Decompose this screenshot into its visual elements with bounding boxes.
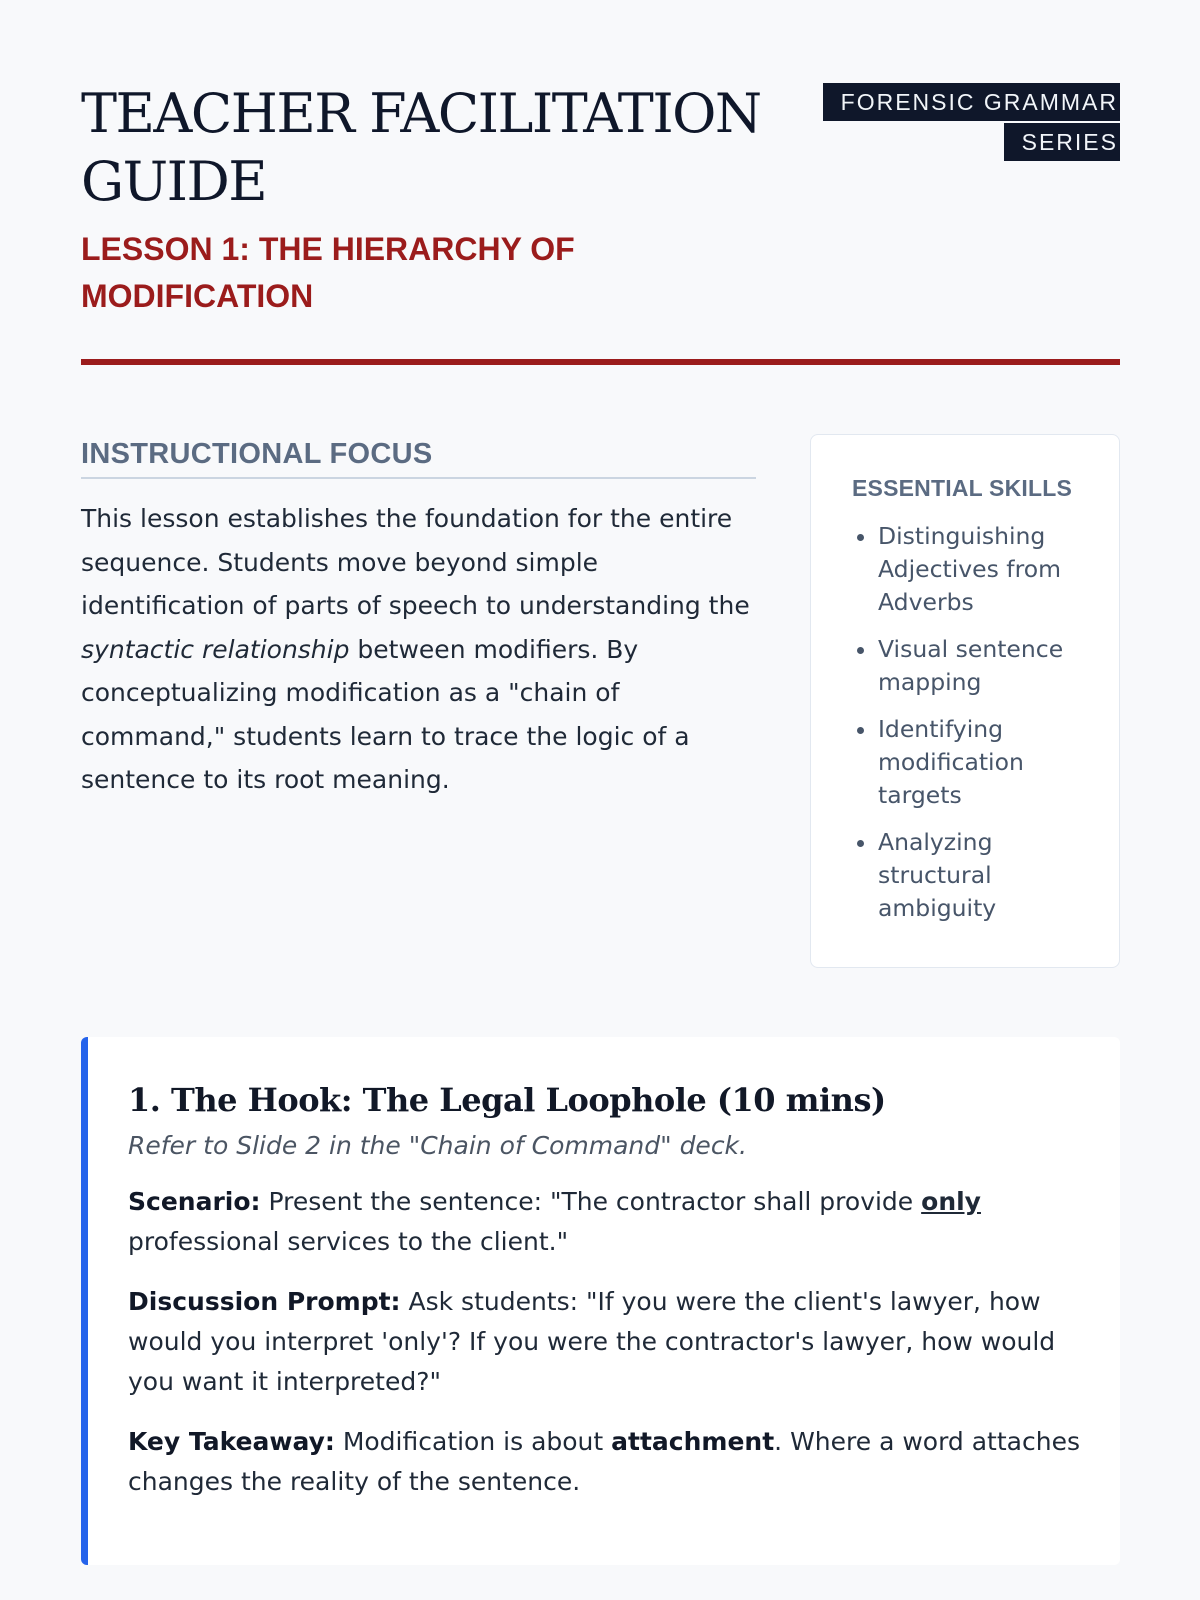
header-divider — [81, 359, 1120, 365]
slide-reference: Refer to Slide 2 in the "Chain of Command" deck. — [128, 1131, 747, 1160]
scenario-text-post: professional services to the client." — [128, 1227, 569, 1256]
instructional-focus-text — [81, 497, 756, 802]
key-takeaway-paragraph — [128, 1422, 1080, 1502]
lesson-title: LESSON 1: THE HIERARCHY OF MODIFICATION — [81, 231, 575, 314]
discussion-prompt-text: Ask students: "If you were the client's lawyer, how would you interpret 'only'? If you were the contractor's lawyer, how would you want it interpreted?" — [128, 1287, 1056, 1396]
essential-skills-card — [810, 434, 1120, 968]
essential-skills-list — [852, 520, 1089, 925]
guide-page — [81, 0, 1120, 1496]
focus-text-part-1: This lesson establishes the foundation for the entire sequence. Students move beyond simple identification of parts of speech to understanding the — [81, 504, 750, 620]
key-takeaway-text-pre: Modification is about — [334, 1427, 612, 1456]
skill-item: • Analyzing structural ambiguity — [878, 826, 1089, 925]
essential-skills-heading: ESSENTIAL SKILLS — [852, 475, 1073, 501]
page-title: TEACHER FACILITATION GUIDE — [81, 82, 761, 213]
key-takeaway-label: Key Takeaway: — [128, 1427, 335, 1456]
focus-text-emphasis: syntactic relationship — [81, 634, 350, 664]
discussion-prompt-label: Discussion Prompt: — [128, 1287, 401, 1316]
skill-item: • Visual sentence mapping — [878, 633, 1089, 699]
discussion-prompt-paragraph — [128, 1282, 1080, 1402]
series-badge — [820, 82, 1120, 162]
key-takeaway-text-post: . Where a word attaches changes the reality of the sentence. — [128, 1427, 1080, 1496]
scenario-emphasis: only — [921, 1187, 981, 1216]
instructional-focus-section — [81, 438, 756, 802]
scenario-paragraph — [128, 1182, 1080, 1262]
skill-item: • Distinguishing Adjectives from Adverbs — [878, 520, 1089, 619]
focus-text-part-2: between modifiers. By conceptualizing modification as a "chain of command," students learn to trace the logic of a sentence to its root meaning. — [81, 634, 690, 794]
scenario-text-pre: Present the sentence: "The contractor shall provide — [260, 1187, 922, 1216]
instructional-focus-heading: INSTRUCTIONAL FOCUS — [81, 438, 756, 479]
series-badge-label: FORENSIC GRAMMAR SERIES — [823, 83, 1120, 161]
key-takeaway-emphasis: attachment — [611, 1427, 775, 1456]
hook-activity-card — [81, 1037, 1120, 1565]
hook-title: 1. The Hook: The Legal Loophole (10 mins) — [128, 1081, 886, 1119]
page-header — [81, 0, 1120, 372]
scenario-label: Scenario: — [128, 1187, 261, 1216]
skill-item: • Identifying modification targets — [878, 713, 1089, 812]
